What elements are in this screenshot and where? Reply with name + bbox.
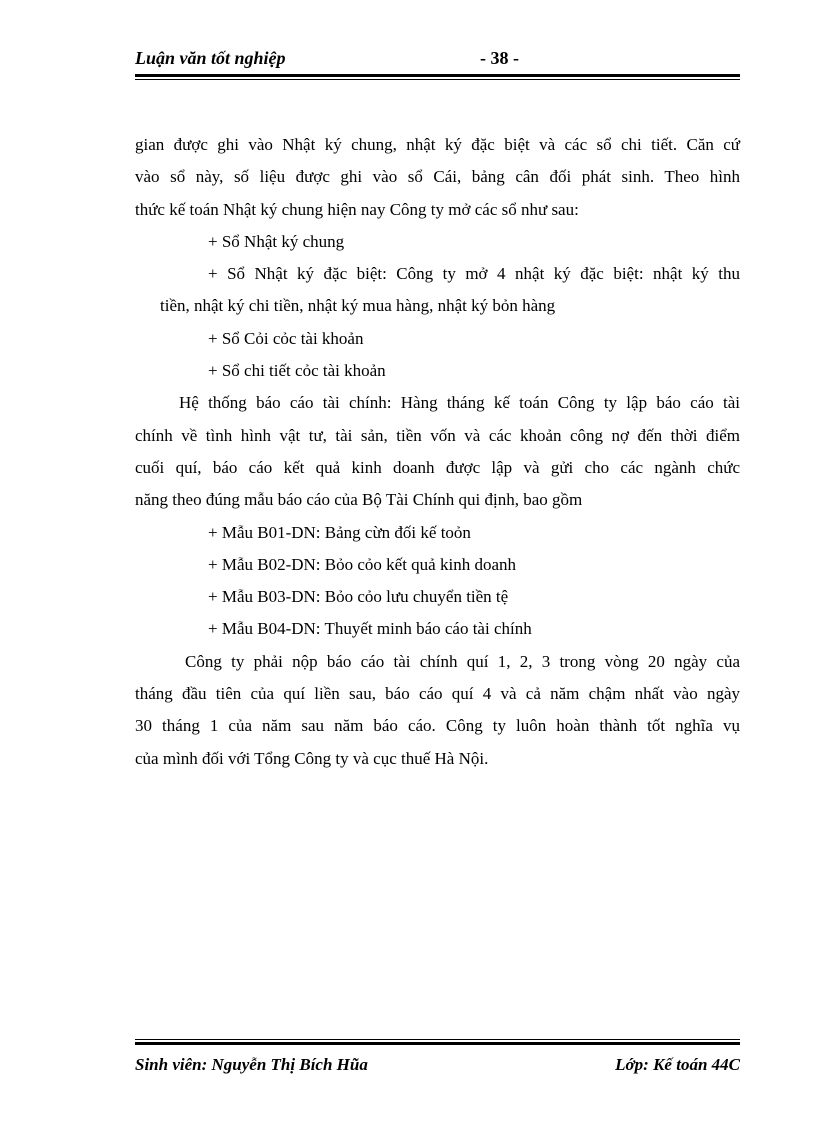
footer-rule-thick <box>135 1042 740 1045</box>
text-line: + Sổ Nhật ký chung <box>208 231 345 251</box>
thesis-title: Luận văn tốt nghiệp <box>135 48 286 68</box>
page-header <box>135 48 740 74</box>
text-line: + Mẫu B03-DN: Bỏo cỏo lưu chuyển tiền tệ <box>208 587 509 607</box>
text-line: 30 tháng 1 của năm sau năm báo cáo. Công ty luôn hoàn thành tốt nghĩa vụ <box>135 716 740 736</box>
text-line: gian được ghi vào Nhật ký chung, nhật ký đặc biệt và các sổ chi tiết. Căn cứ <box>135 135 740 154</box>
text-line: chính về tình hình vật tư, tài sản, tiền vốn và các khoản công nợ đến thời điểm <box>135 425 740 445</box>
text-line: tiền, nhật ký chi tiền, nhật ký mua hàng, nhật ký bỏn hàng <box>160 296 556 316</box>
page-footer <box>135 1055 740 1079</box>
text-line: năng theo đúng mẫu báo cáo của Bộ Tài Chính qui định, bao gồm <box>135 490 583 510</box>
text-line: + Sổ chi tiết cỏc tài khoản <box>208 361 386 381</box>
text-line: tháng đầu tiên của quí liền sau, báo cáo quí 4 và cả năm chậm nhất vào ngày <box>135 684 740 704</box>
text-line: + Sổ Nhật ký đặc biệt: Công ty mở 4 nhật ký đặc biệt: nhật ký thu <box>208 264 740 284</box>
text-line: + Mẫu B04-DN: Thuyết minh báo cáo tài chính <box>208 619 532 639</box>
text-line: Công ty phải nộp báo cáo tài chính quí 1, 2, 3 trong vòng 20 ngày của <box>185 651 740 671</box>
text-line: + Mẫu B01-DN: Bảng cừn đối kế toỏn <box>208 522 471 542</box>
header-rule-thick <box>135 74 740 77</box>
text-line: thức kế toán Nhật ký chung hiện nay Công ty mở các sổ như sau: <box>135 199 579 219</box>
footer-rule-thin <box>135 1039 740 1040</box>
text-line: + Sổ Cỏi cỏc tài khoản <box>208 328 364 348</box>
class-name: Lớp: Kế toán 44C <box>615 1055 740 1074</box>
page-number: - 38 - <box>480 48 519 68</box>
text-line: Hệ thống báo cáo tài chính: Hàng tháng kế toán Công ty lập báo cáo tài <box>179 393 740 413</box>
header-rule-thin <box>135 79 740 80</box>
text-line: vào sổ này, số liệu được ghi vào sổ Cái, bảng cân đối phát sinh. Theo hình <box>135 167 740 187</box>
text-line: của mình đối với Tổng Công ty và cục thuế Hà Nội. <box>135 748 489 768</box>
text-line: cuối quí, báo cáo kết quả kinh doanh được lập và gửi cho các ngành chức <box>135 457 740 477</box>
body-text <box>135 129 740 775</box>
student-name: Sinh viên: Nguyễn Thị Bích Hũa <box>135 1055 368 1074</box>
text-line: + Mẫu B02-DN: Bỏo cỏo kết quả kinh doanh <box>208 554 516 574</box>
